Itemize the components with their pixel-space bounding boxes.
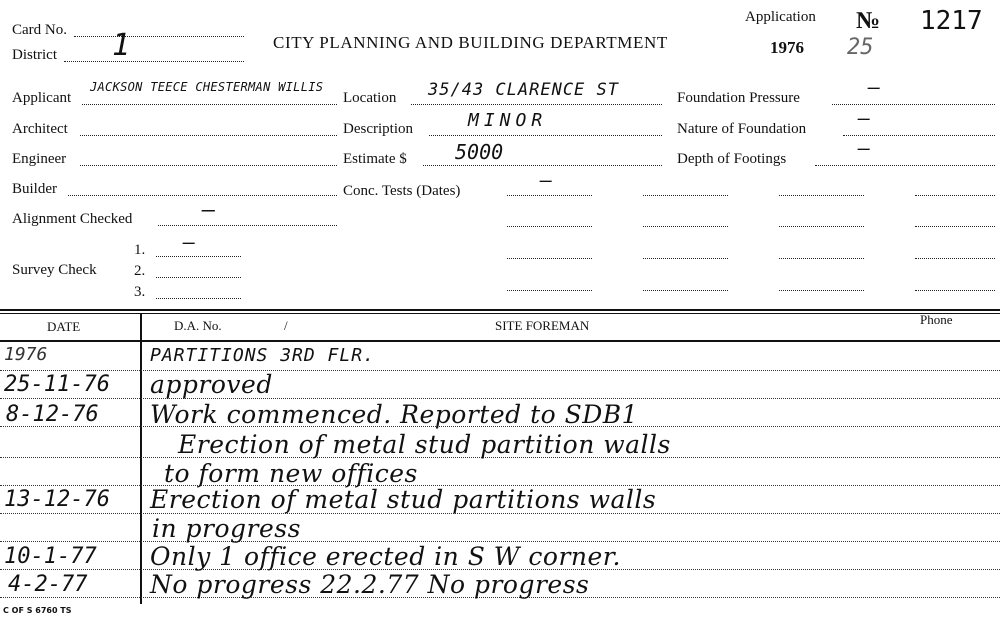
engineer-label: Engineer (12, 151, 67, 167)
column-header-date: DATE (47, 319, 81, 334)
conc-line-11 (779, 258, 864, 259)
survey-2-line (156, 277, 241, 278)
column-header-site-foreman: SITE FOREMAN (495, 318, 590, 333)
alignment-value: – (202, 198, 216, 223)
survey-3-line (156, 298, 241, 299)
date-column-divider (140, 314, 142, 604)
district-value: 1 (112, 28, 131, 63)
architect-label: Architect (12, 121, 68, 137)
engineer-line (80, 165, 337, 166)
location-value: 35/43 CLARENCE ST (428, 80, 619, 100)
entry-text: No progress 22.2.77 No progress (150, 570, 590, 599)
entry-text: Erection of metal stud partition walls (178, 430, 671, 459)
conc-line-14 (643, 290, 728, 291)
card-no-label: Card No. (12, 22, 67, 38)
foundation-pressure-line (832, 104, 995, 105)
entry-date: 8-12-76 (6, 402, 99, 427)
location-label: Location (343, 90, 397, 106)
foundation-pressure-label: Foundation Pressure (677, 90, 800, 106)
conc-line-2 (643, 195, 728, 196)
alignment-line (158, 225, 337, 226)
column-header-phone: Phone (920, 312, 953, 327)
estimate-value: 5000 (455, 140, 504, 164)
description-line (429, 135, 662, 136)
conc-line-6 (643, 226, 728, 227)
survey-1-value: – (183, 230, 196, 254)
column-header-slash: / (284, 318, 288, 333)
entry-text: PARTITIONS 3RD FLR. (150, 345, 375, 366)
conc-line-1 (507, 195, 592, 196)
district-label: District (12, 47, 57, 63)
conc-line-15 (779, 290, 864, 291)
conc-line-4 (915, 195, 995, 196)
district-line (64, 61, 244, 62)
entry-text: Erection of metal stud partitions walls (150, 485, 657, 514)
alignment-checked-label: Alignment Checked (12, 211, 133, 227)
column-header-da-no: D.A. No. (174, 318, 222, 333)
entry-date: 13-12-76 (4, 487, 110, 512)
architect-line (80, 135, 337, 136)
application-year: 1976 (770, 38, 804, 57)
survey-2-label: 2. (134, 263, 146, 279)
entry-text: to form new offices (164, 459, 418, 488)
conc-tests-label: Conc. Tests (Dates) (343, 183, 461, 199)
table-top-rule-thin (0, 313, 1000, 314)
depth-of-footings-value: – (858, 136, 871, 160)
survey-1-label: 1. (134, 242, 146, 258)
depth-line (815, 165, 995, 166)
estimate-label: Estimate $ (343, 151, 407, 167)
entry-text: approved (150, 370, 273, 399)
survey-check-label: Survey Check (12, 262, 97, 278)
conc-line-16 (915, 290, 995, 291)
applicant-line (82, 104, 337, 105)
builder-line (68, 195, 337, 196)
survey-1-line (156, 256, 241, 257)
conc-line-9 (507, 258, 592, 259)
entry-text: Only 1 office erected in S W corner. (150, 542, 621, 571)
conc-line-12 (915, 258, 995, 259)
table-top-rule (0, 309, 1000, 311)
description-value: MINOR (468, 110, 548, 131)
entry-date: 4-2-77 (8, 572, 88, 597)
conc-tests-value: – (540, 168, 553, 192)
survey-3-label: 3. (134, 284, 146, 300)
description-label: Description (343, 121, 413, 137)
entry-text: Work commenced. Reported to SDB1 (150, 400, 639, 429)
table-header-rule (0, 340, 1000, 342)
department-title: CITY PLANNING AND BUILDING DEPARTMENT (273, 33, 668, 52)
entry-date: 25-11-76 (4, 372, 110, 397)
depth-of-footings-label: Depth of Footings (677, 151, 787, 167)
conc-line-13 (507, 290, 592, 291)
conc-line-10 (643, 258, 728, 259)
nature-of-foundation-label: Nature of Foundation (677, 121, 807, 137)
application-number: 1217 (920, 6, 983, 36)
location-line (411, 104, 662, 105)
conc-line-7 (779, 226, 864, 227)
applicant-value: JACKSON TEECE CHESTERMAN WILLIS (90, 80, 324, 94)
conc-line-3 (779, 195, 864, 196)
conc-line-8 (915, 226, 995, 227)
entry-date: 10-1-77 (4, 544, 97, 569)
foundation-pressure-value: – (868, 75, 881, 99)
applicant-label: Applicant (12, 90, 72, 106)
estimate-line (423, 165, 662, 166)
card-no-line (74, 36, 244, 37)
application-label: Application (745, 9, 816, 25)
application-suffix: 25 (847, 35, 874, 60)
entry-date: 1976 (4, 344, 48, 365)
form-code: C OF S 6760 TS (3, 606, 72, 615)
nature-of-foundation-value: – (858, 106, 871, 130)
number-sign: № (856, 8, 881, 34)
builder-label: Builder (12, 181, 57, 197)
conc-line-5 (507, 226, 592, 227)
entry-text: in progress (152, 514, 301, 543)
